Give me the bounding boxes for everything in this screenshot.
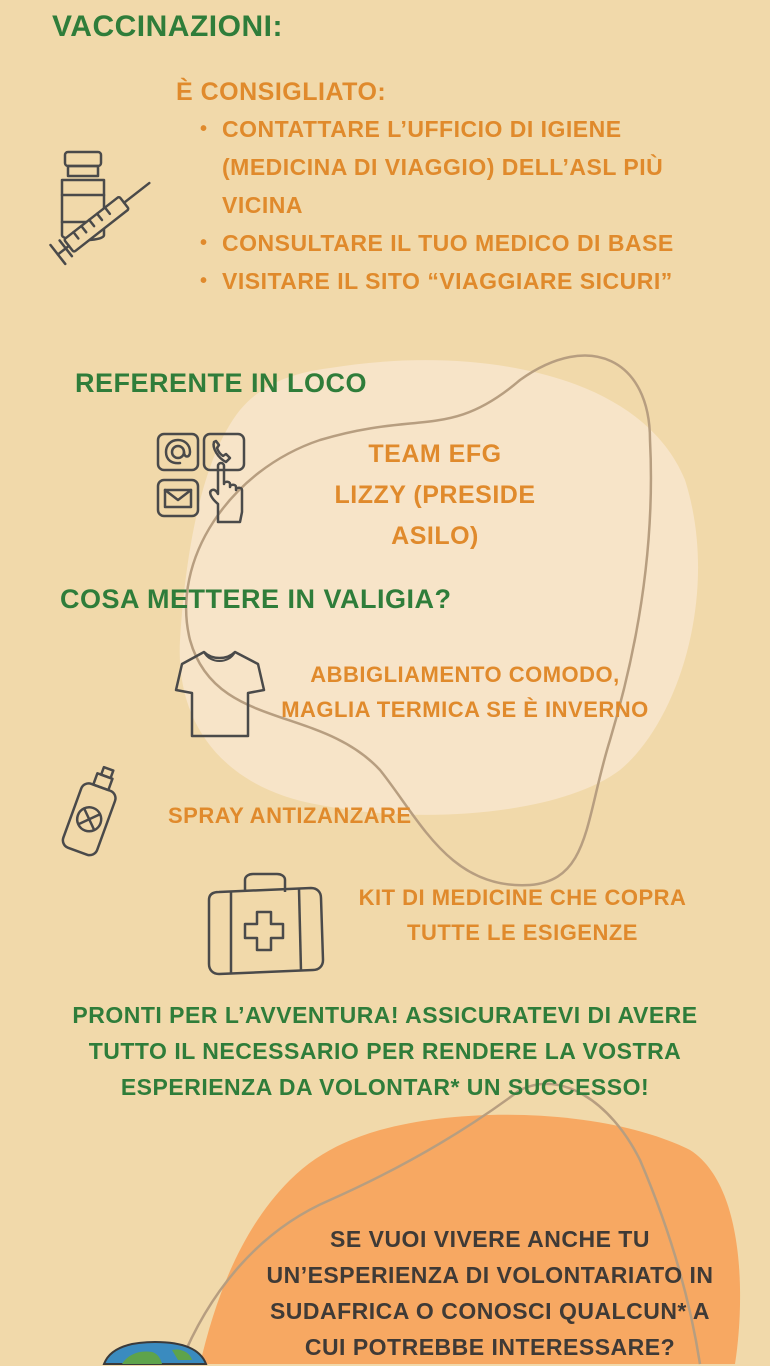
contact-icons	[156, 432, 251, 524]
globe-icon	[100, 1340, 210, 1364]
referente-role: ASILO)	[391, 522, 479, 550]
cta-line2: UN’ESPERIENZA DI VOLONTARIATO IN	[266, 1262, 714, 1288]
pointing-hand-icon	[210, 463, 242, 522]
vaccinazioni-subtitle: È CONSIGLIATO:	[176, 78, 387, 106]
referente-title: REFERENTE IN LOCO	[75, 368, 368, 398]
tshirt-icon	[172, 648, 267, 740]
clothing-line1: ABBIGLIAMENTO COMODO,	[310, 662, 620, 687]
vaccinazioni-item: • VISITARE IL SITO “VIAGGIARE SICURI”	[200, 262, 720, 300]
cta-line3: SUDAFRICA O CONOSCI QUALCUN* A	[269, 1298, 711, 1324]
vaccinazioni-list	[200, 110, 720, 300]
pronti-line3: ESPERIENZA DA VOLONTAR* UN SUCCESSO!	[120, 1074, 650, 1100]
vaccinazioni-title: VACCINAZIONI:	[52, 10, 283, 43]
kit-line1: KIT DI MEDICINE CHE COPRA	[358, 885, 687, 910]
spray-label: SPRAY ANTIZANZARE	[168, 803, 412, 828]
vaccinazioni-item: • CONSULTARE IL TUO MEDICO DI BASE	[200, 224, 720, 262]
kit-line2: TUTTE LE ESIGENZE	[407, 920, 638, 945]
clothing-line2: MAGLIA TERMICA SE È INVERNO	[281, 697, 649, 722]
cta-line4: CUI POTREBBE INTERESSARE?	[304, 1334, 676, 1360]
first-aid-kit-icon	[203, 870, 328, 980]
referente-name: TEAM EFG	[368, 440, 502, 468]
cta-line1: SE VUOI VIVERE ANCHE TU	[330, 1226, 650, 1252]
vaccinazioni-item: • CONTATTARE L’UFFICIO DI IGIENE (MEDICINA DI VIAGGIO) DELL’ASL PIÙ VICINA	[200, 110, 720, 224]
pronti-line1: PRONTI PER L’AVVENTURA! ASSICURATEVI DI AVERE	[72, 1002, 698, 1028]
valigia-title: COSA METTERE IN VALIGIA?	[60, 584, 452, 614]
spray-can-icon	[55, 765, 135, 860]
vaccine-syringe-icon	[40, 150, 165, 265]
pronti-line2: TUTTO IL NECESSARIO PER RENDERE LA VOSTRA	[88, 1038, 682, 1064]
referente-contact: LIZZY (PRESIDE	[334, 481, 536, 509]
